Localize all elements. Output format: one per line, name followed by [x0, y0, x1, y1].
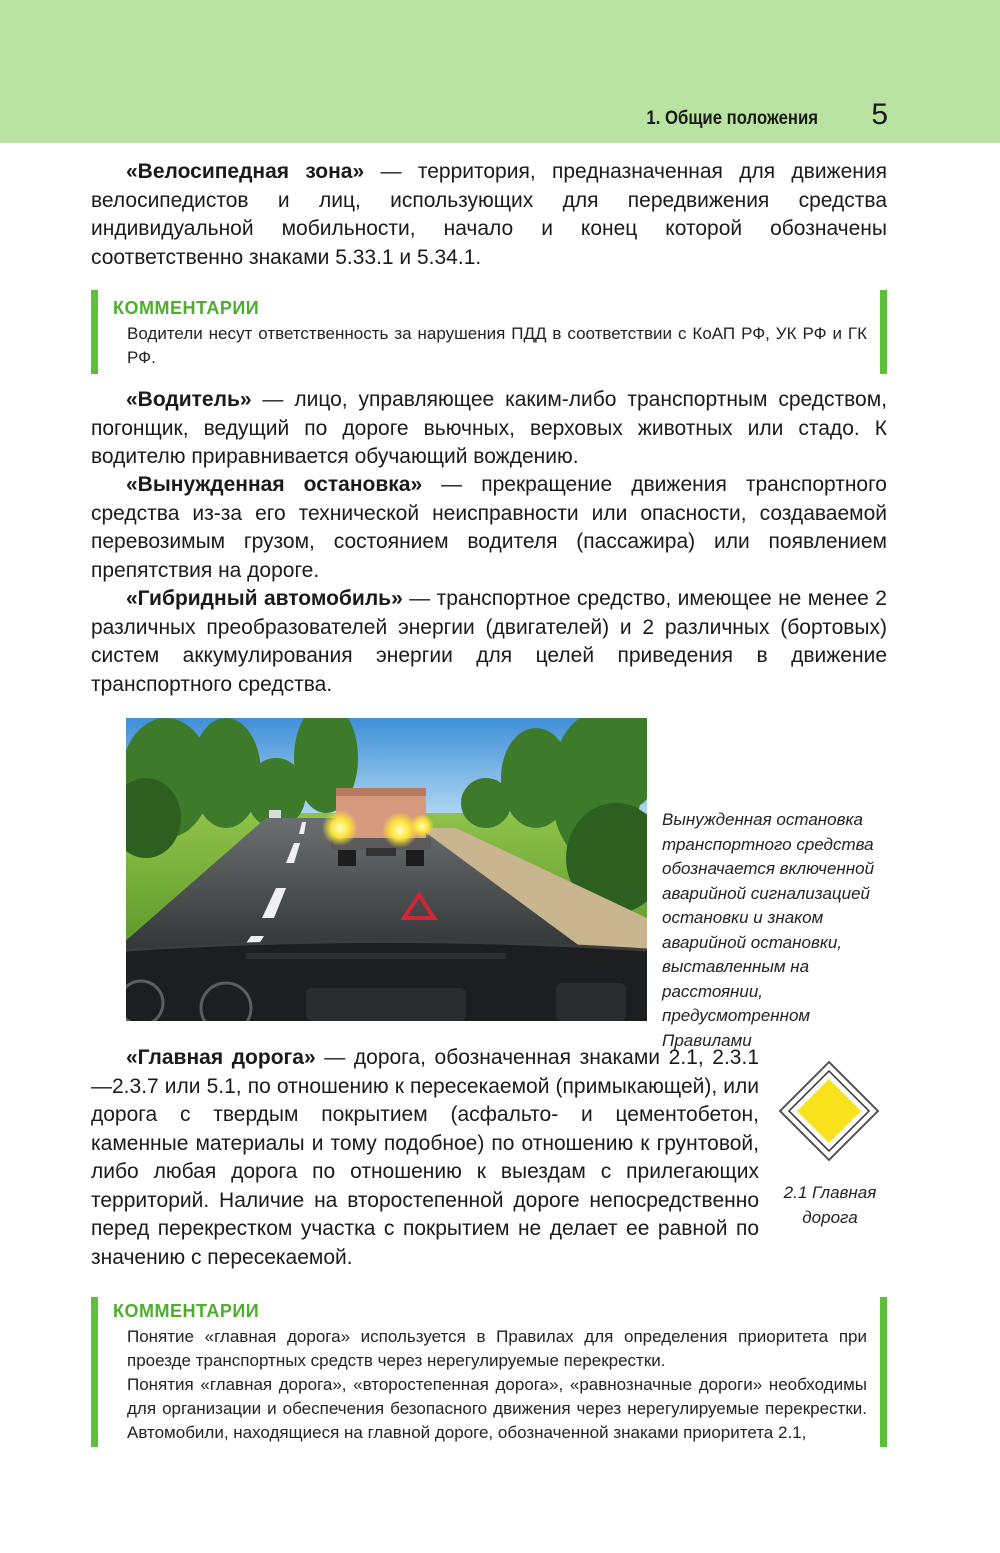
paragraph-hybrid-car [91, 585, 887, 699]
comment-title: КОММЕНТАРИИ [113, 298, 260, 318]
comment-box-1 [91, 290, 887, 374]
definition-main-road: — дорога, обозначенная знаками 2.1, 2.3.1—2.3.7 или 5.1, по отношению к пересекаемой (примыкающей), или дорога с твердым покрытием (асфальто- и цементобетон, каменные материалы и тому подобное) по отношению к грунтовой, либо любая дорога по отношению к выездам с прилегающих территорий. Наличие на второстепенной дороге непосредственно перед перекрестком участка с покрытием не делает ее равной по значению с пересекаемой. [91, 1046, 759, 1269]
definition-hybrid-car: — транспортное средство, имеющее не менее 2 различных преобразователей энергии (двигателей) и 2 различных (бортовых) систем аккумулирования энергии для целей приведения в движение транспортного средства. [91, 587, 887, 696]
term-main-road: «Главная дорога» [126, 1046, 316, 1069]
header-band [0, 0, 1000, 143]
figure-caption: Вынужденная остановка транспортного средства обозначается включенной аварийной сигнализацией остановки и знаком аварийной остановки, выставленным на расстоянии, предусмотренном Правилами [662, 810, 875, 1050]
comment-bar-left [91, 1297, 98, 1447]
term-bicycle-zone: «Велосипедная зона» [126, 160, 365, 183]
forced-stop-illustration [126, 718, 647, 1021]
comment-bar-right [880, 1297, 887, 1447]
term-hybrid-car: «Гибридный автомобиль» [126, 587, 403, 610]
definition-driver: — лицо, управляющее каким-либо транспортным средством, погонщик, ведущий по дороге вьючных, верховых животных или стадо. К водителю приравнивается обучающий вождению. [91, 388, 887, 468]
term-driver: «Водитель» [126, 388, 252, 411]
term-forced-stop: «Вынужденная остановка» [126, 473, 423, 496]
comment-text [127, 1325, 867, 1445]
comment-paragraph: Водители несут ответственность за нарушения ПДД в соответствии с КоАП РФ, УК РФ и ГК РФ. [127, 324, 867, 367]
paragraph-driver [91, 386, 887, 472]
comment-bar-right [880, 290, 887, 374]
running-title: 1. Общие положения [646, 108, 818, 129]
definition-bicycle-zone: — территория, предназначенная для движения велосипедистов и лиц, использующих для передвижения средства индивидуальной мобильности, начало и конец которой обозначены соответственно знаками 5.33.1 и 5.34.1. [91, 160, 887, 269]
paragraph-main-road [91, 1044, 759, 1272]
definition-forced-stop: — прекращение движения транспортного средства из-за его технической неисправности или опасности, создаваемой перевозимым грузом, состоянием водителя (пассажира) или появлением препятствия на дороге. [91, 473, 887, 582]
comment-paragraph: Понятия «главная дорога», «второстепенная дорога», «равнозначные дороги» необходимы для организации и обеспечения безопасного движения через нерегулируемые перекрестки. Автомобили, находящиеся на главной дороге, обозначенной знаками приоритета 2.1, [127, 1375, 867, 1442]
comment-bar-left [91, 290, 98, 374]
sign-caption: 2.1 Главная дорога [783, 1183, 877, 1227]
comment-box-2 [91, 1297, 887, 1447]
page-number: 5 [871, 98, 888, 131]
comment-paragraph: Понятие «главная дорога» используется в Правилах для определения приоритета при проезде транспортных средств через нерегулируемые перекрестки. [127, 1327, 867, 1370]
paragraph-forced-stop [91, 471, 887, 585]
main-road-sign-icon [778, 1060, 880, 1162]
main-road-sign [778, 1060, 880, 1162]
comment-text [127, 322, 867, 370]
comment-title: КОММЕНТАРИИ [113, 1301, 260, 1321]
paragraph-bicycle-zone [91, 158, 887, 272]
